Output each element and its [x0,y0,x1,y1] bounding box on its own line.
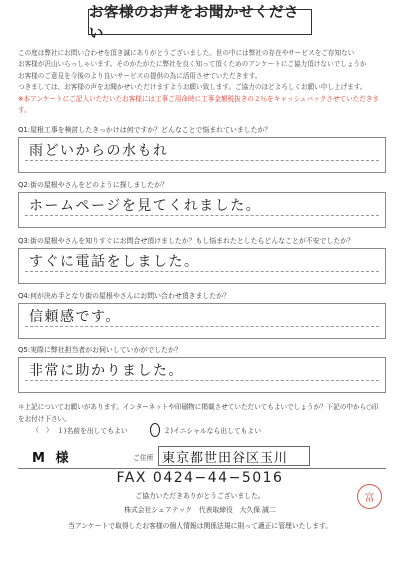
publish-request [18,402,388,425]
fax-number: FAX 0424−44−5016 [116,470,284,486]
answer-5-text: 非常に助かりました。 [29,363,184,379]
address-label: ご住所 [133,454,154,462]
option-initial[interactable] [150,423,261,437]
answer-2-field[interactable] [18,192,386,228]
customer-row [18,446,386,469]
question-5 [18,345,386,393]
question-5-text: Q5:実際に弊社担当者がお伺いしていかがでしたか？ [18,346,182,354]
circle-mark-icon [150,423,160,437]
answer-4-text: 信頼感です。 [29,309,121,325]
publish-request-line: ＊上記についてお願いがあります。インターネットや印刷物に掲載させていただいてもよいでしょうか？下記の中から○印 [18,403,379,411]
intro-text [18,48,388,116]
answer-5-field[interactable] [18,357,386,393]
customer-name: M 様 [32,451,72,466]
answer-1-text: 雨どいからの水もれ [29,143,169,159]
question-2 [18,180,386,228]
option-name[interactable] [32,425,128,435]
intro-line: お客様のご意見を今後のより良いサービスの提供の為に活用させていただきます。 [18,71,262,80]
publish-options [32,423,261,437]
option-initial-label: ２)イニシャルなら出してもよい [163,427,262,435]
form-title: お客様のお声をお聞かせください [88,9,312,35]
cashback-note: ※本アンケートにご記入いただいたお客様には工事ご用命時に工事金額税抜きの２％をキャッシュバックさせていただきます。 [18,94,380,115]
option-name-paren: （ ） [32,426,53,434]
company-name: 株式会社シェアテック 代表取締役 大久保 誠二 [124,506,276,514]
question-1-text: Q1:屋根工事を検討したきっかけは何ですか？どんなことで悩まれていましたか？ [18,126,272,134]
question-4 [18,291,386,339]
intro-line: この度は弊社にお問い合わせを頂き誠にありがとうございました。世の中には弊社の存在やサービスをご存知ない [18,49,355,57]
answer-1-field[interactable] [18,137,386,173]
question-1 [18,125,386,173]
publish-request-line: をお付け下さい。 [18,414,71,423]
answer-3-field[interactable] [18,248,386,284]
option-name-label: １)名前を出してもよい [57,427,128,435]
seal-stamp-icon: 富 [357,484,382,509]
question-2-text: Q2:街の屋根やさんをどのように探しましたか？ [18,181,168,189]
question-3-text: Q3:街の屋根やさんを知りすぐにお問合せ頂けましたか？もし悩まれたとしたらどんなことが不安でしたか？ [18,237,354,245]
question-3 [18,236,386,284]
answer-3-text: すぐに電話をしました。 [29,254,200,270]
thanks-text: ご協力いただきありがとうございました。 [135,492,265,500]
address-text: 東京都世田谷区玉川 [162,451,289,466]
answer-4-field[interactable] [18,303,386,339]
answer-2-text: ホームページを見てくれました。 [29,198,262,214]
question-4-text: Q4:何が決め手となり街の屋根やさんにお問い合わせ頂きましたか？ [18,292,230,300]
intro-line: つきましては、お客様の声をお聞かせいただけますようお願い致します。ご協力のほどよろしくお願い申し上げます。 [18,83,367,92]
privacy-note: 当アンケートで取得したお客様の個人情報は関係法規に則って適正に管理いたします。 [67,522,333,530]
intro-line: お客様が沢山いらっしゃいます。そのかたがたに弊社を良く知って頂くためのアンケートにご協力頂けないでしょうか [18,60,367,69]
